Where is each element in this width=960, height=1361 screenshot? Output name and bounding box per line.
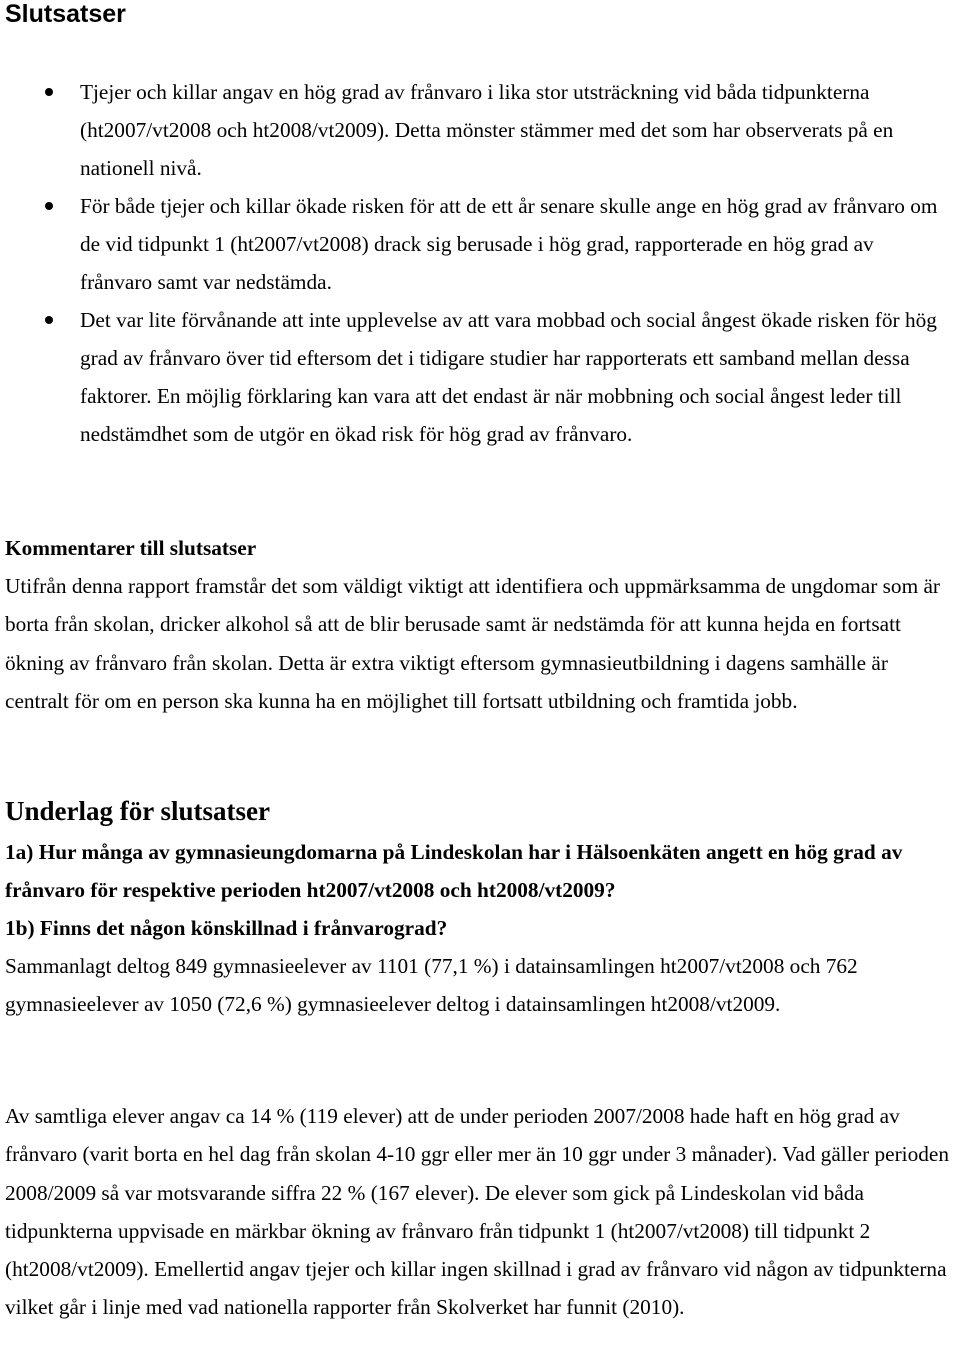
participation-paragraph: Sammanlagt deltog 849 gymnasieelever av 1101 (77,1 %) i datainsamlingen ht2007/vt2008 och 762 gymnasieelever av 1050 (72,6 %) gymnasieelever deltog i datainsamlingen ht2008/vt2009. <box>5 954 858 1017</box>
comments-paragraph: Utifrån denna rapport framstår det som väldigt viktigt att identifiera och uppmärksamma de ungdomar som är borta från skolan, dricker alkohol så att de blir berusade samt är nedstämda för att kunna hejda en fortsatt ökning av frånvaro från skolan. Detta är extra viktigt eftersom gymnasieutbildning i dagens samhälle är centralt för om en person ska kunna ha en möjlighet till fortsatt utbildning och framtida jobb. <box>5 574 941 713</box>
basis-heading: Underlag för slutsatser <box>5 796 270 826</box>
page-title: Slutsatser <box>5 0 126 28</box>
list-item-text: Tjejer och killar angav en hög grad av frånvaro i lika stor utsträckning vid båda tidpunkterna (ht2007/vt2008 och ht2008/vt2009). Detta mönster stämmer med det som har observerats på en nationell nivå. <box>80 80 894 180</box>
conclusions-list <box>0 73 960 453</box>
bullet-icon <box>45 202 53 210</box>
bullet-icon <box>45 88 53 96</box>
list-item <box>0 73 950 187</box>
bullet-icon <box>45 316 53 324</box>
list-item-text: För både tjejer och killar ökade risken för att de ett år senare skulle ange en hög grad av frånvaro om de vid tidpunkt 1 (ht2007/vt2008) drack sig berusade i hög grad, rapporterade en hög grad av frånvaro samt var nedstämda. <box>80 194 938 294</box>
list-item-text: Det var lite förvånande att inte upplevelse av att vara mobbad och social ångest ökade risken för hög grad av frånvaro över tid eftersom det i tidigare studier har rapporterats ett samband mellan dessa faktorer. En möjlig förklaring kan vara att det endast är när mobbning och social ångest leder till nedstämdhet som de utgör en ökad risk för hög grad av frånvaro. <box>80 308 937 446</box>
question-1b: 1b) Finns det någon könskillnad i frånvarograd? <box>5 916 448 940</box>
comments-heading: Kommentarer till slutsatser <box>5 536 257 560</box>
absence-paragraph: Av samtliga elever angav ca 14 % (119 elever) att de under perioden 2007/2008 hade haft en hög grad av frånvaro (varit borta en hel dag från skolan 4-10 ggr eller mer än 10 ggr under 3 månader). Vad gäller perioden 2008/2009 så var motsvarande siffra 22 % (167 elever). De elever som gick på Lindeskolan vid båda tidpunkterna uppvisade en märkbar ökning av frånvaro från tidpunkt 1 (ht2007/vt2008) till tidpunkt 2 (ht2008/vt2009). Emellertid angav tjejer och killar ingen skillnad i grad av frånvaro vid någon av tidpunkterna vilket går i linje med vad nationella rapporter från Skolverket har funnit (2010). <box>5 1104 949 1320</box>
question-1a: 1a) Hur många av gymnasieungdomarna på Lindeskolan har i Hälsoenkäten angett en hög grad av frånvaro för respektive perioden ht2007/vt2008 och ht2008/vt2009? <box>5 840 903 903</box>
list-item <box>0 301 950 453</box>
list-item <box>0 187 950 301</box>
